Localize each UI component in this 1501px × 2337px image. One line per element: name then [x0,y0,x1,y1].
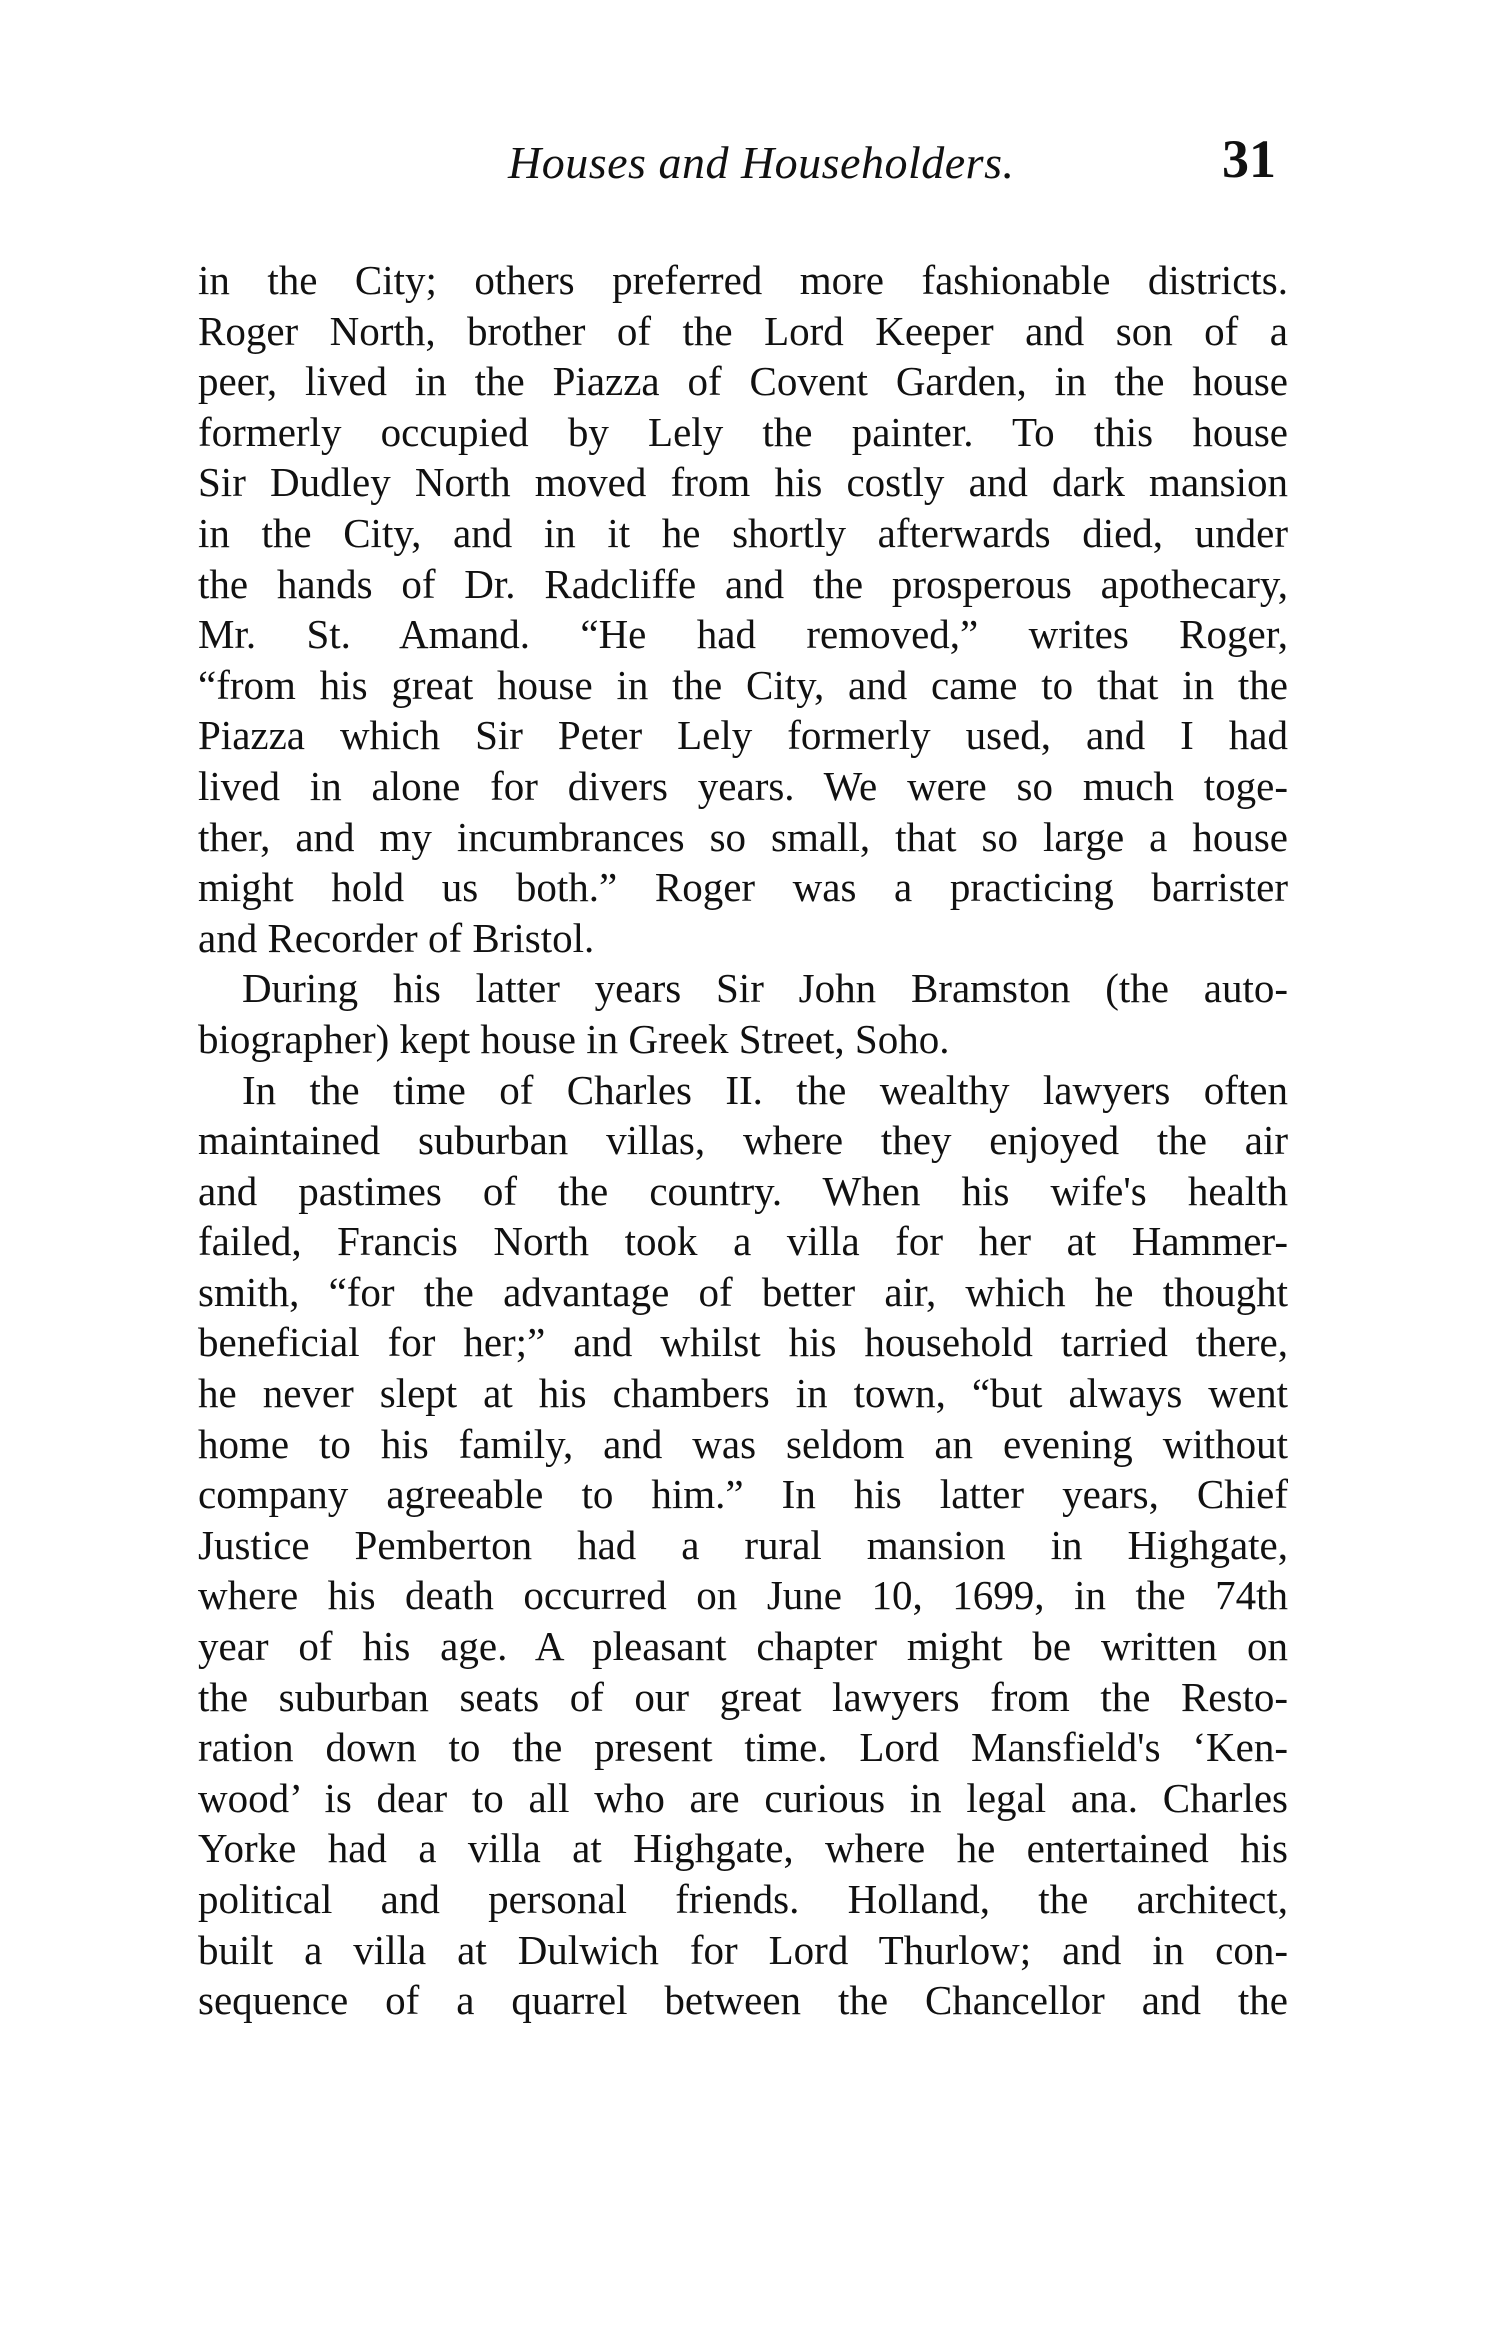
text-line: in the City, and in it he shortly afterwards died, under [198,509,1288,556]
text-line: beneficial for her;” and whilst his household tarried there, [198,1319,1288,1366]
text-line: built a villa at Dulwich for Lord Thurlow; and in con- [198,1926,1288,1973]
text-line: sequence of a quarrel between the Chancellor and the [198,1977,1288,2024]
text-line: failed, Francis North took a villa for her at Hammer- [198,1218,1288,1265]
text-line: company agreeable to him.” In his latter years, Chief [198,1471,1288,1518]
text-line: year of his age. A pleasant chapter might be written on [198,1623,1288,1670]
text-line: home to his family, and was seldom an evening without [198,1420,1288,1467]
text-line: and Recorder of Bristol. [198,914,595,961]
text-line: ration down to the present time. Lord Mansfield's ‘Ken- [198,1724,1288,1771]
text-line: smith, “for the advantage of better air, which he thought [198,1268,1288,1315]
text-line: maintained suburban villas, where they enjoyed the air [198,1117,1288,1164]
text-line: might hold us both.” Roger was a practicing barrister [198,864,1288,911]
running-head [0,128,1501,198]
text-line: “from his great house in the City, and came to that in the [198,661,1288,708]
running-title: Houses and Householders. [508,137,1015,188]
text-line: and pastimes of the country. When his wife's health [198,1167,1288,1214]
text-line: where his death occurred on June 10, 1699, in the 74th [198,1572,1288,1619]
text-line: In the time of Charles II. the wealthy lawyers often [242,1066,1288,1113]
page-number: 31 [1222,129,1276,189]
text-line: wood’ is dear to all who are curious in legal ana. Charles [198,1774,1288,1821]
body-text [198,255,1288,2026]
text-line: the hands of Dr. Radcliffe and the prosperous apothecary, [198,560,1288,607]
text-line: biographer) kept house in Greek Street, Soho. [198,1015,950,1062]
text-line: lived in alone for divers years. We were so much toge- [198,762,1288,809]
text-line: political and personal friends. Holland, the architect, [198,1876,1288,1922]
text-line: Mr. St. Amand. “He had removed,” writes Roger, [198,611,1288,658]
text-line: Justice Pemberton had a rural mansion in Highgate, [198,1521,1288,1568]
text-line: Sir Dudley North moved from his costly and dark mansion [198,459,1288,506]
text-line: During his latter years Sir John Bramston (the auto- [242,965,1288,1012]
text-line: he never slept at his chambers in town, “but always went [198,1370,1288,1417]
text-line: the suburban seats of our great lawyers from the Resto- [198,1673,1288,1720]
text-line: Piazza which Sir Peter Lely formerly used, and I had [198,712,1288,759]
text-line: peer, lived in the Piazza of Covent Garden, in the house [198,358,1288,405]
text-line: formerly occupied by Lely the painter. To this house [198,408,1288,455]
text-line: in the City; others preferred more fashionable districts. [198,257,1288,303]
text-line: Yorke had a villa at Highgate, where he entertained his [198,1825,1288,1872]
text-line: Roger North, brother of the Lord Keeper and son of a [198,307,1288,354]
text-line: ther, and my incumbrances so small, that so large a house [198,813,1288,860]
